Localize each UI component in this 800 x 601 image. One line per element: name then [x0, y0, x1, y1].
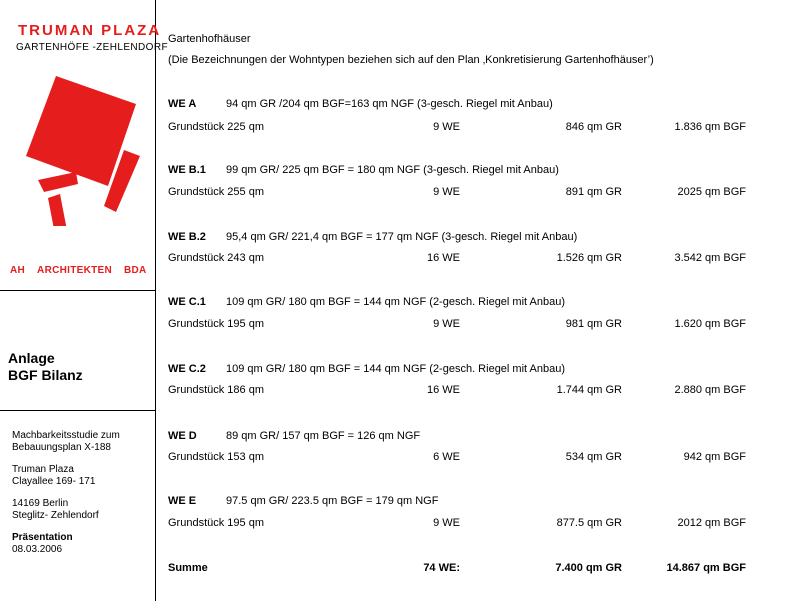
presentation-date: 08.03.2006: [12, 544, 63, 555]
table-row: [168, 121, 778, 135]
address-line2: Clayallee 169- 171: [12, 476, 96, 487]
gr-area: 1.744 qm GR: [556, 384, 622, 396]
type-desc: 99 qm GR/ 225 qm BGF = 180 qm NGF (3-gesch. Riegel mit Anbau): [226, 164, 559, 176]
bgf-area: 3.542 qm BGF: [674, 252, 746, 264]
presentation-label: Präsentation: [12, 532, 73, 543]
unit-count: 9 WE: [433, 186, 460, 198]
type-header: [168, 231, 577, 243]
project-title: TRUMAN PLAZA: [18, 22, 162, 39]
architects-initials: AH: [10, 265, 26, 276]
type-desc: 97.5 qm GR/ 223.5 qm BGF = 179 qm NGF: [226, 495, 439, 507]
project-subtitle: GARTENHÖFE -ZEHLENDORF: [16, 42, 168, 53]
bgf-area: 1.620 qm BGF: [674, 318, 746, 330]
bgf-area: 2012 qm BGF: [677, 517, 746, 529]
type-desc: 109 qm GR/ 180 qm BGF = 144 qm NGF (2-gesch. Riegel mit Anbau): [226, 296, 566, 308]
unit-count: 9 WE: [433, 121, 460, 133]
table-row: [168, 186, 778, 200]
unit-count: 16 WE: [426, 384, 460, 396]
type-header: [168, 296, 565, 308]
type-header: [168, 164, 559, 176]
type-code: WE C.1: [168, 296, 206, 308]
type-header: [168, 495, 438, 507]
bgf-area: 2.880 qm BGF: [674, 384, 746, 396]
type-desc: 89 qm GR/ 157 qm BGF = 126 qm NGF: [226, 430, 421, 442]
type-desc: 95,4 qm GR/ 221,4 qm BGF = 177 qm NGF (3-gesch. Riegel mit Anbau): [226, 231, 578, 243]
plot-size: Grundstück 153 qm: [168, 451, 264, 463]
city-line2: Steglitz- Zehlendorf: [12, 510, 99, 521]
gr-area: 891 qm GR: [565, 186, 622, 198]
type-header: [168, 430, 420, 442]
plot-size: Grundstück 225 qm: [168, 121, 264, 133]
summary-units: 74 WE:: [423, 562, 460, 574]
summary-label: Summe: [168, 562, 208, 574]
plot-size: Grundstück 255 qm: [168, 186, 264, 198]
section-title-line2: BGF Bilanz: [8, 367, 83, 383]
type-header: [168, 98, 553, 110]
plot-size: Grundstück 186 qm: [168, 384, 264, 396]
plot-size: Grundstück 195 qm: [168, 517, 264, 529]
gr-area: 846 qm GR: [565, 121, 622, 133]
gr-area: 981 qm GR: [565, 318, 622, 330]
gr-area: 877.5 qm GR: [556, 517, 622, 529]
page-title: Gartenhofhäuser: [168, 33, 251, 45]
unit-count: 9 WE: [433, 517, 460, 529]
type-code: WE C.2: [168, 363, 206, 375]
unit-count: 16 WE: [426, 252, 460, 264]
type-desc: 109 qm GR/ 180 qm BGF = 144 qm NGF (2-gesch. Riegel mit Anbau): [226, 363, 566, 375]
page-note: (Die Bezeichnungen der Wohntypen beziehen sich auf den Plan ‚Konkretisierung Gartenhofhäuser’): [168, 54, 654, 66]
plot-size: Grundstück 243 qm: [168, 252, 264, 264]
unit-count: 6 WE: [433, 451, 460, 463]
table-row: [168, 384, 778, 398]
table-row: [168, 517, 778, 531]
project-info: [12, 430, 152, 566]
type-header: [168, 363, 565, 375]
table-row: [168, 318, 778, 332]
sidebar-divider: [155, 0, 156, 601]
unit-count: 9 WE: [433, 318, 460, 330]
gr-area: 534 qm GR: [565, 451, 622, 463]
architect-logo-icon: [8, 56, 152, 226]
type-code: WE A: [168, 98, 197, 110]
summary-bgf: 14.867 qm BGF: [666, 562, 746, 574]
city-line1: 14169 Berlin: [12, 498, 69, 509]
bgf-area: 1.836 qm BGF: [674, 121, 746, 133]
type-code: WE B.2: [168, 231, 206, 243]
sidebar-separator-bottom: [0, 410, 156, 411]
architects-bda: BDA: [124, 265, 147, 276]
sidebar-separator-top: [0, 290, 156, 291]
table-row: [168, 451, 778, 465]
type-desc: 94 qm GR /204 qm BGF=163 qm NGF (3-gesch. Riegel mit Anbau): [226, 98, 553, 110]
plot-size: Grundstück 195 qm: [168, 318, 264, 330]
section-title-line1: Anlage: [8, 350, 55, 366]
table-row: [168, 252, 778, 266]
section-title: [8, 350, 83, 384]
bgf-area: 942 qm BGF: [683, 451, 746, 463]
study-line2: Bebauungsplan X-188: [12, 442, 111, 453]
study-line1: Machbarkeitsstudie zum: [12, 430, 120, 441]
address-line1: Truman Plaza: [12, 464, 74, 475]
summary-row: [168, 562, 778, 576]
architects-label: [10, 265, 159, 276]
architects-word: ARCHITEKTEN: [37, 265, 113, 276]
type-code: WE E: [168, 495, 197, 507]
bgf-area: 2025 qm BGF: [677, 186, 746, 198]
summary-gr: 7.400 qm GR: [555, 562, 622, 574]
type-code: WE B.1: [168, 164, 206, 176]
gr-area: 1.526 qm GR: [556, 252, 622, 264]
type-code: WE D: [168, 430, 197, 442]
